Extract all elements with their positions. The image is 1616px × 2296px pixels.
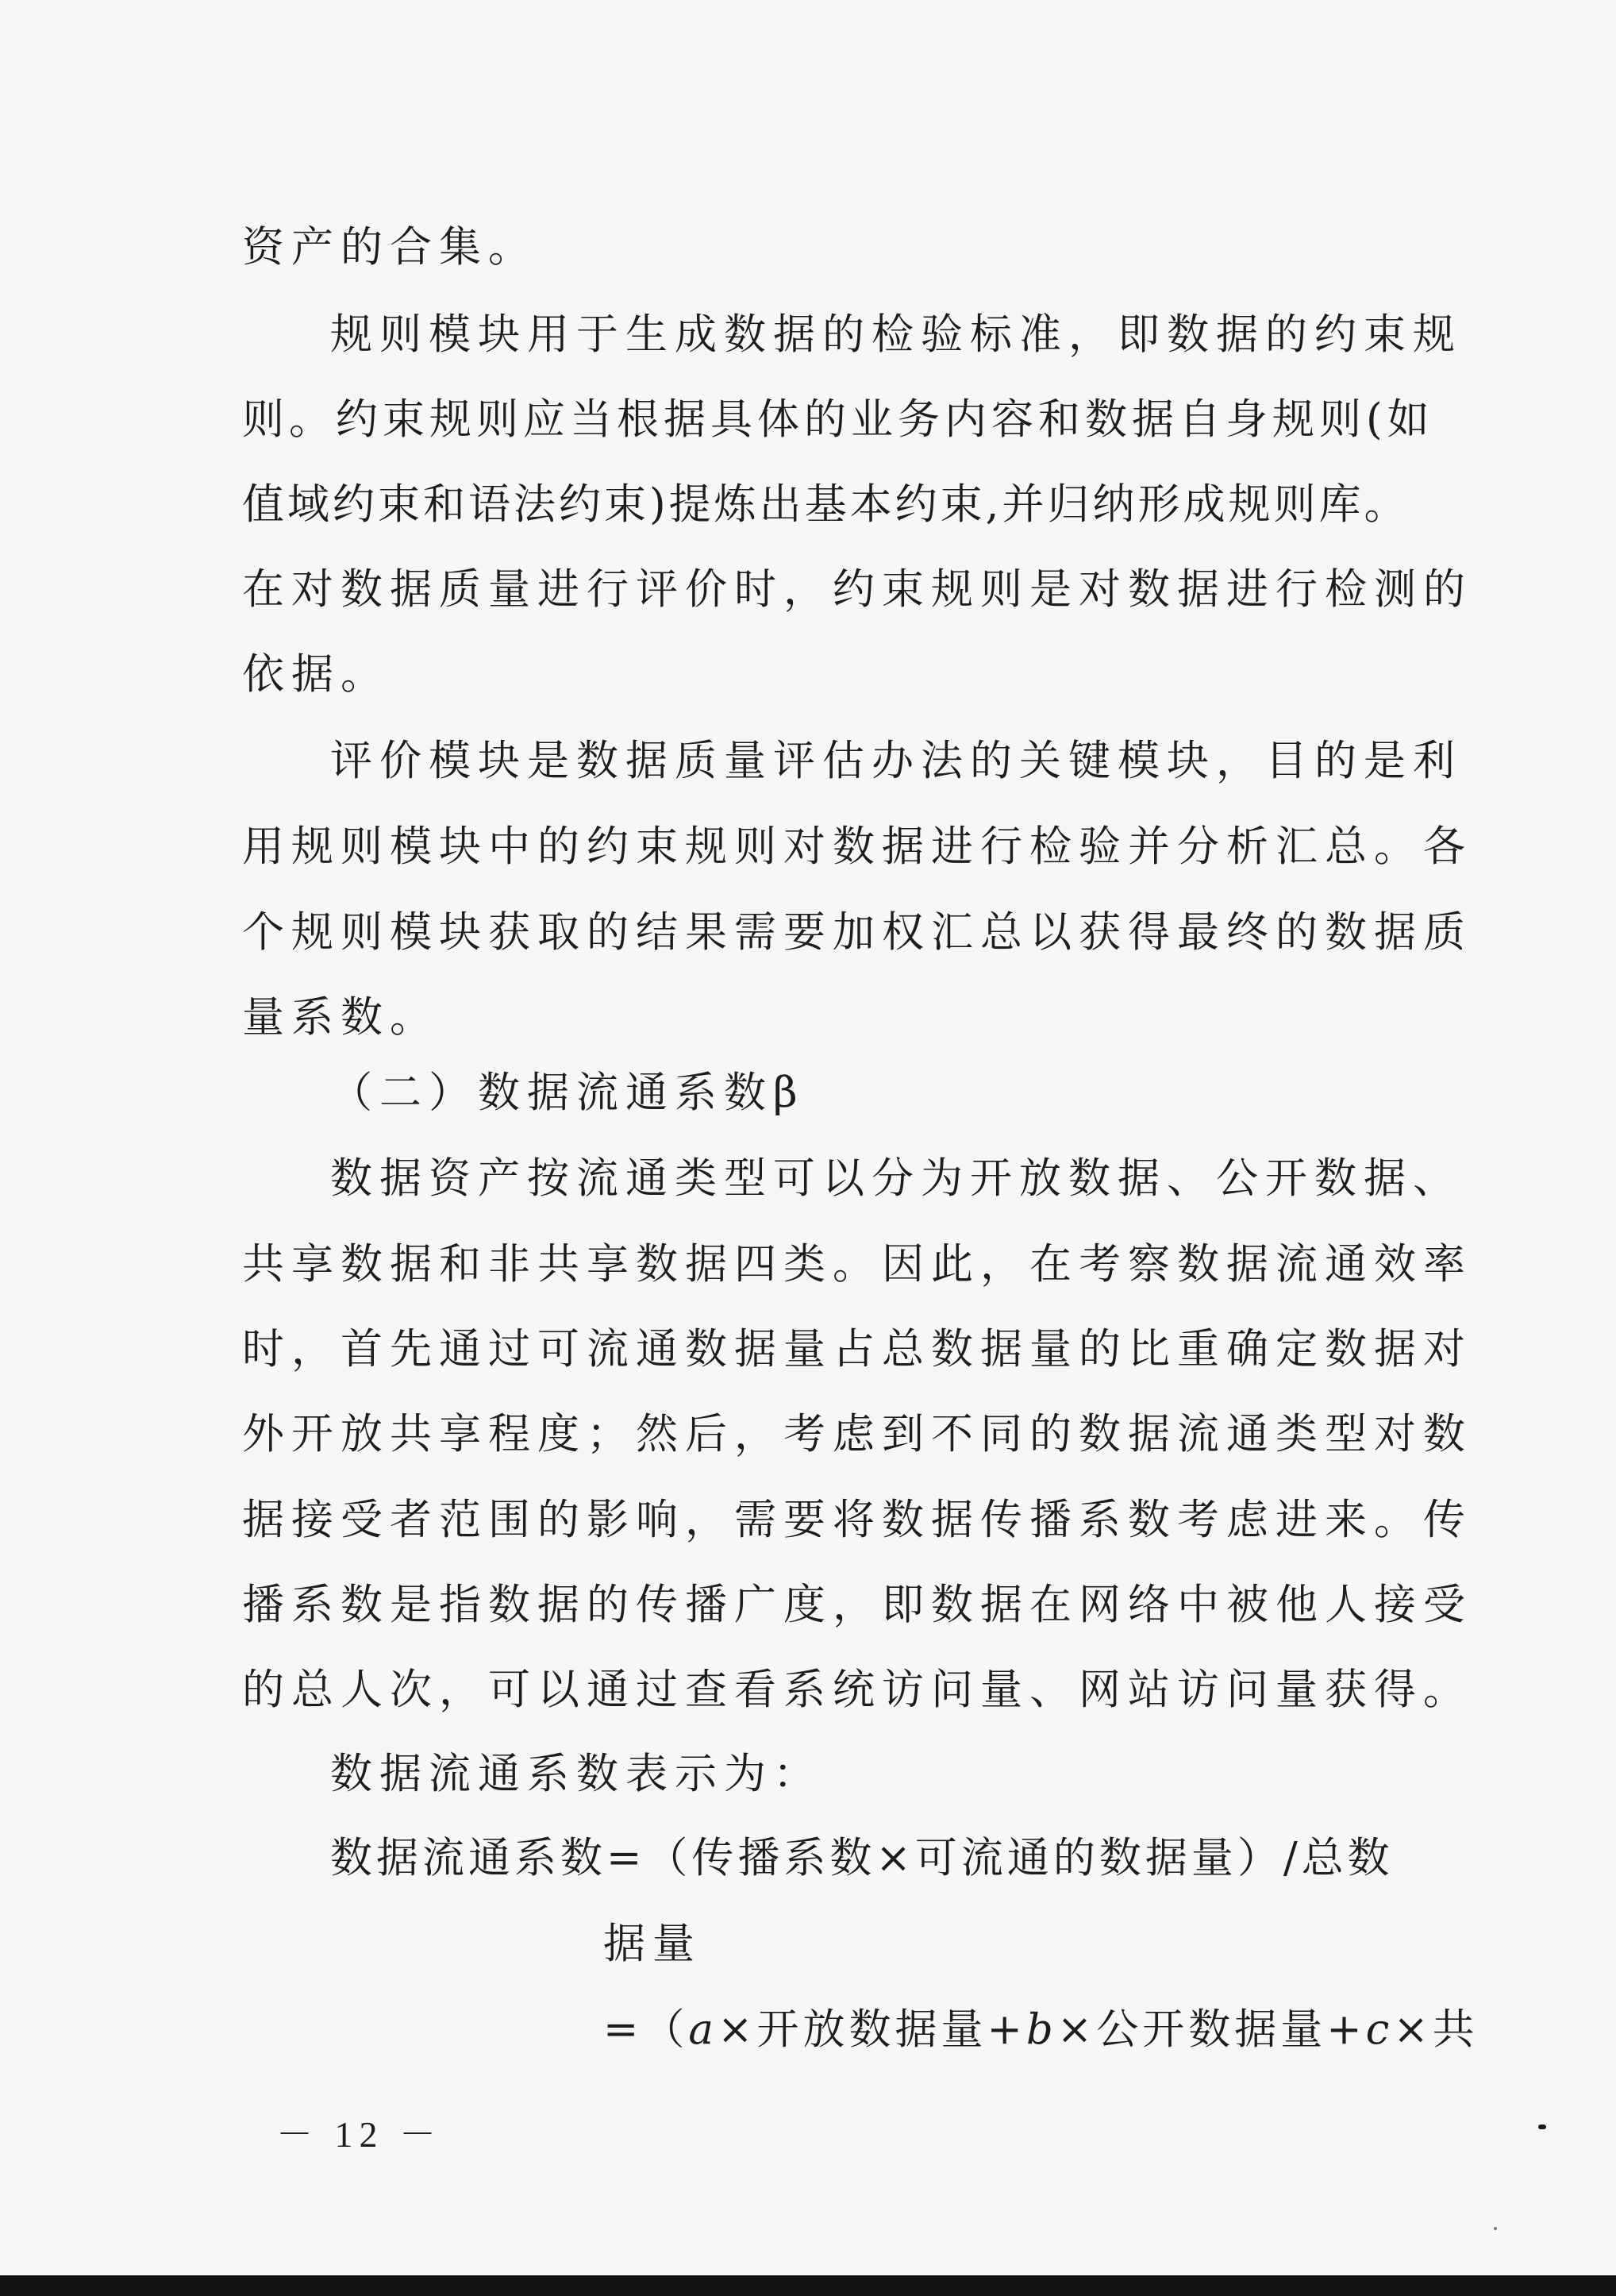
paragraph-line: 在对数据质量进行评价时，约束规则是对数据进行检测的 (242, 565, 1472, 614)
paragraph-line: 数据流通系数表示为： (330, 1750, 822, 1798)
formula-line: 数据流通系数=（传播系数×可流通的数据量）/总数 (330, 1834, 1394, 1882)
formula-variable-b: b (1025, 2005, 1057, 2054)
formula-variable-a: a (688, 2005, 718, 2054)
paragraph-line: 依据。 (242, 650, 390, 699)
scan-bottom-edge (0, 2275, 1616, 2296)
formula-line (603, 2005, 1479, 2054)
paragraph-line: 的总人次，可以通过查看系统访问量、网站访问量获得。 (242, 1666, 1472, 1714)
paragraph-line: 共享数据和非共享数据四类。因此，在考察数据流通效率 (242, 1240, 1472, 1289)
formula-variable-c: c (1365, 2005, 1394, 2054)
paragraph-line: 规则模块用于生成数据的检验标准，即数据的约束规 (330, 310, 1462, 359)
formula-prefix: =（ (603, 2005, 689, 2054)
paragraph-line: 则。约束规则应当根据具体的业务内容和数据自身规则(如 (242, 395, 1434, 444)
formula-part: ×共 (1393, 2005, 1479, 2054)
formula-part: ×开放数据量+ (718, 2005, 1026, 2054)
paragraph-line: 值域约束和语法约束)提炼出基本约束,并归纳形成规则库。 (242, 480, 1410, 529)
section-heading: （二）数据流通系数β (330, 1069, 805, 1117)
paragraph-line: 用规则模块中的约束规则对数据进行检验并分析汇总。各 (242, 822, 1472, 871)
paragraph-line: 外开放共享程度；然后，考虑到不同的数据流通类型对数 (242, 1410, 1472, 1458)
scan-mark (1538, 2125, 1546, 2129)
formula-line: 据量 (603, 1920, 702, 1968)
paragraph-line: 量系数。 (242, 993, 439, 1042)
paragraph-line: 据接受者范围的影响，需要将数据传播系数考虑进来。传 (242, 1496, 1472, 1544)
formula-part: ×公开数据量+ (1056, 2005, 1366, 2054)
paragraph-line: 时，首先通过可流通数据量占总数据量的比重确定数据对 (242, 1325, 1472, 1373)
paragraph-line: 个规则模块获取的结果需要加权汇总以获得最终的数据质 (242, 908, 1472, 957)
paragraph-line: 数据资产按流通类型可以分为开放数据、公开数据、 (330, 1154, 1462, 1203)
paragraph-line: 资产的合集。 (242, 223, 537, 272)
paragraph-line: 播系数是指数据的传播广度，即数据在网络中被他人接受 (242, 1581, 1472, 1629)
paragraph-line: 评价模块是数据质量评估办法的关键模块，目的是利 (330, 737, 1462, 785)
scan-dot (1494, 2227, 1497, 2230)
page-number: － 12 － (276, 2114, 442, 2155)
